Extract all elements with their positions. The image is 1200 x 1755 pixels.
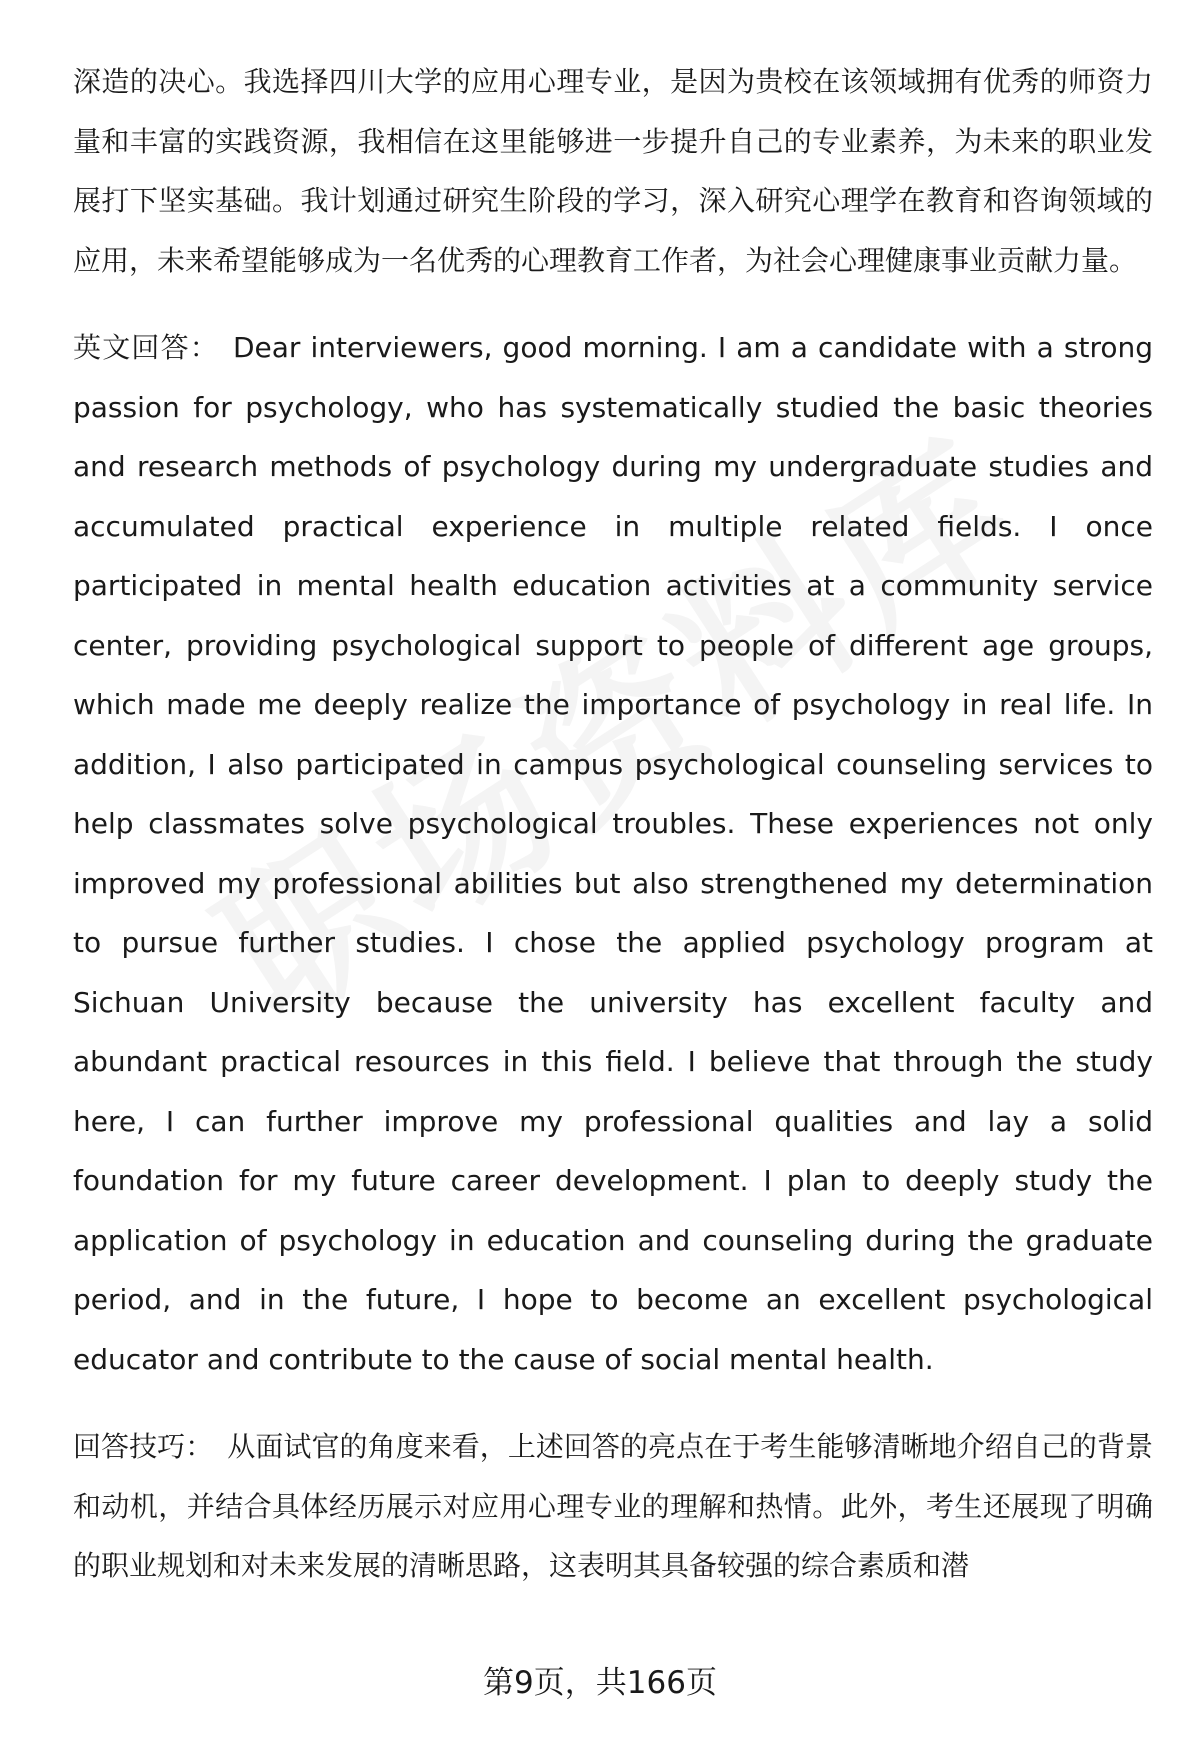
answer-tips-text: 从面试官的角度来看，上述回答的亮点在于考生能够清晰地介绍自己的背景和动机，并结合具体经历展示对应用心理专业的理解和热情。此外，考生还展现了明确的职业规划和对未来发展的清晰思路，这表明其具备较强的综合素质和潜 bbox=[73, 1430, 1153, 1582]
answer-tips-paragraph bbox=[73, 1417, 1153, 1596]
english-answer-paragraph bbox=[73, 318, 1153, 1389]
page-number-footer: 第9页，共166页 bbox=[483, 1665, 717, 1701]
english-answer-text: Dear interviewers, good morning. I am a candidate with a strong passion for psychology, who has systematically studied the basic theories and research methods of psychology during my undergraduate studies and accumulated practical experience in multiple related fields. I once participated in mental health education activities at a community service center, providing psychological support to people of different age groups, which made me deeply realize the importance of psychology in real life. In addition, I also participated in campus psychological counseling services to help classmates solve psychological troubles. These experiences not only improved my professional abilities but also strengthened my determination to pursue further studies. I chose the applied psychology program at Sichuan University because the university has excellent faculty and abundant practical resources in this field. I believe that through the study here, I can further improve my professional qualities and lay a solid foundation for my future career development. I plan to deeply study the application of psychology in education and counseling during the graduate period, and in the future, I hope to become an excellent psychological educator and contribute to the cause of social mental health. bbox=[73, 331, 1153, 1376]
english-answer-label: 英文回答： bbox=[73, 331, 219, 364]
answer-tips-label: 回答技巧： bbox=[73, 1430, 214, 1463]
document-body bbox=[73, 52, 1153, 1596]
chinese-answer-continuation: 深造的决心。我选择四川大学的应用心理专业，是因为贵校在该领域拥有优秀的师资力量和丰富的实践资源，我相信在这里能够进一步提升自己的专业素养，为未来的职业发展打下坚实基础。我计划通过研究生阶段的学习，深入研究心理学在教育和咨询领域的应用，未来希望能够成为一名优秀的心理教育工作者，为社会心理健康事业贡献力量。 bbox=[73, 65, 1153, 277]
